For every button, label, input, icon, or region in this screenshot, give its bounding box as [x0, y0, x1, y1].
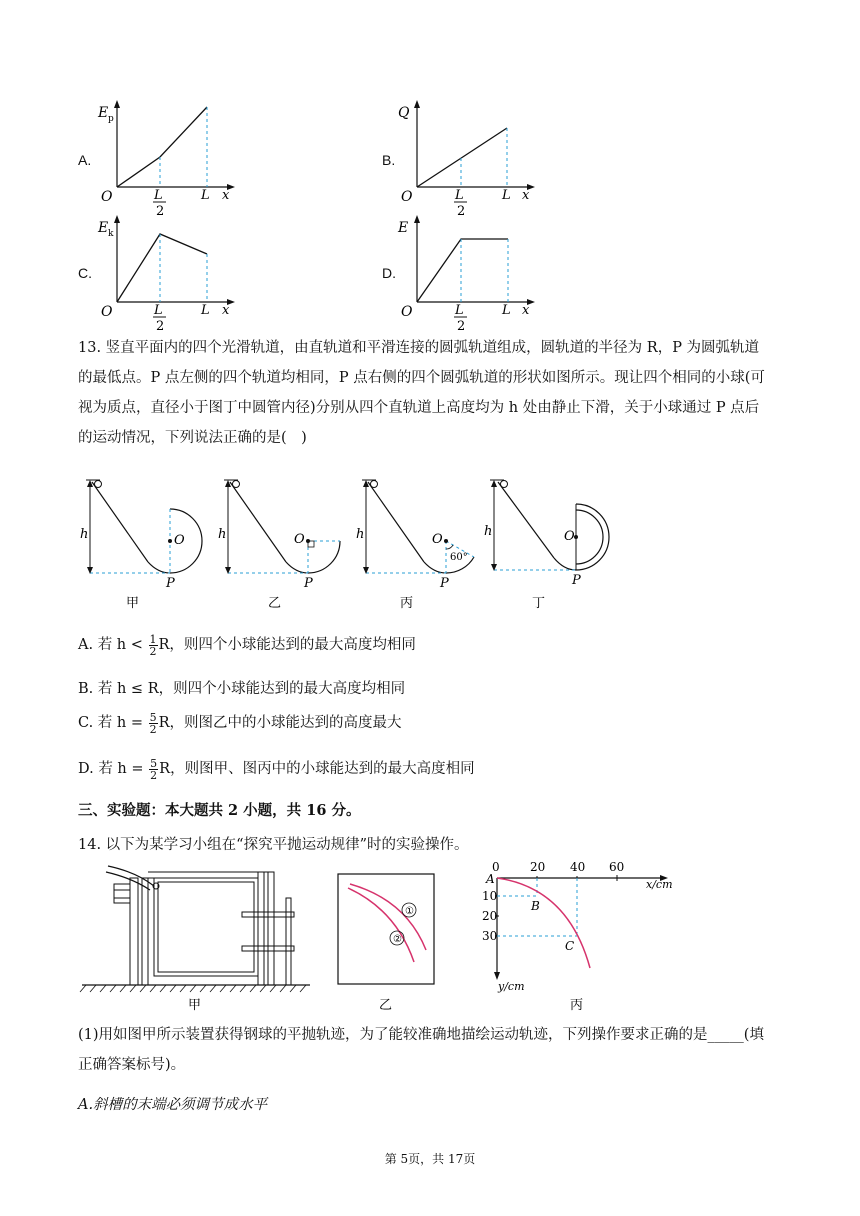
fig-jia-h: h	[80, 527, 89, 542]
fig-bing-P: P	[440, 576, 449, 591]
q13-option-d-num: 5	[150, 756, 158, 770]
q13-option-c-num: 5	[149, 710, 157, 724]
fig-yi-P: P	[304, 576, 313, 591]
curve-2-label: ②	[393, 934, 402, 945]
graph-a	[95, 95, 245, 220]
figure-yi	[218, 480, 340, 611]
fig-yi-O: O	[294, 532, 305, 547]
graph-b-tick-half-num: L	[455, 188, 464, 203]
q13-option-d-pre: D. 若 h =	[78, 761, 144, 777]
y-tick-30: 30	[482, 929, 498, 943]
graph-b-curve	[417, 128, 507, 187]
y-axis-label: y/cm	[498, 980, 525, 993]
q14-option-a: A.斜槽的末端必须调节成水平	[78, 1097, 268, 1113]
q14-intro: 14. 以下为某学习小组在“探究平抛运动规律”时的实验操作。	[78, 837, 469, 853]
point-B: B	[531, 899, 540, 913]
graph-c-tick-half-den: 2	[156, 319, 165, 334]
q13-text	[78, 333, 790, 453]
figure-jia	[80, 480, 202, 611]
fig-jia-O: O	[174, 533, 185, 548]
q13-line1: 13. 竖直平面内的四个光滑轨道，由直轨道和平滑连接的圆弧轨道组成，圆轨道的半径为 R，P 为圆弧轨道	[78, 340, 760, 356]
graph-b-tick-half-den: 2	[457, 204, 466, 219]
graph-d-tick-L: L	[502, 303, 511, 318]
graph-c	[95, 210, 245, 335]
graph-d	[395, 210, 545, 335]
graph-c-tick-half-num: L	[154, 303, 163, 318]
graph-b-xlabel: x	[522, 188, 530, 203]
q13-option-c-den: 2	[149, 722, 157, 736]
trajectory-curve	[497, 878, 590, 968]
fig-q14-jia-caption: 甲	[188, 998, 202, 1013]
graph-a-ysub: p	[108, 114, 114, 124]
q13-option-c-pre: C. 若 h =	[78, 715, 144, 731]
graph-d-xlabel: x	[522, 303, 530, 318]
x-tick-0: 0	[492, 860, 500, 874]
graph-d-tick-half-num: L	[455, 303, 464, 318]
q13-option-c	[78, 711, 402, 735]
option-a-label: A.	[78, 152, 92, 168]
fig-q14-bing-caption: 丙	[570, 998, 584, 1013]
page-footer: 第 5页，共 17页	[384, 1152, 476, 1166]
q13-option-a-num: 1	[149, 632, 157, 646]
graph-a-tick-L: L	[201, 188, 210, 203]
fig-bing-angle: 60°	[450, 552, 468, 563]
fig-yi-caption: 乙	[268, 596, 282, 611]
curve-1-label: ①	[405, 906, 414, 917]
option-c-label: C.	[78, 265, 92, 281]
q13-option-a-pre: A. 若 h <	[78, 637, 143, 653]
graph-a-curve	[117, 107, 207, 187]
fig-ding-h: h	[484, 524, 493, 539]
q13-option-a-fraction	[149, 634, 158, 657]
figure-apparatus-jia	[80, 866, 310, 1013]
q13-option-a-den: 2	[149, 644, 157, 658]
option-b-label: B.	[382, 152, 396, 168]
q13-line4: 的运动情况，下列说法正确的是( )	[78, 430, 307, 446]
q13-option-d-den: 2	[150, 768, 158, 782]
graph-a-ylabel: E	[98, 105, 109, 121]
q13-option-d	[78, 757, 475, 781]
fig-yi-h: h	[218, 527, 227, 542]
fig-jia-caption: 甲	[126, 596, 140, 611]
fig-ding-caption: 丁	[532, 596, 546, 611]
fig-ding-P: P	[572, 573, 581, 588]
x-tick-40: 40	[570, 860, 586, 874]
graph-d-tick-half-den: 2	[457, 319, 466, 334]
fig-bing-caption: 丙	[400, 596, 414, 611]
fig-bing-h: h	[356, 527, 365, 542]
q13-line2: 的最低点。P 点左侧的四个轨道均相同，P 点右侧的四个圆弧轨道的形状如图所示。现让四个相同的小球(可	[78, 370, 765, 386]
figure-ding	[484, 480, 609, 611]
graph-a-xlabel: x	[222, 188, 230, 203]
y-tick-10: 10	[482, 889, 498, 903]
graph-d-origin: O	[401, 304, 413, 320]
graph-c-ylabel: E	[98, 220, 109, 236]
figure-graph-bing	[482, 860, 673, 1013]
q14-question-1	[78, 1020, 790, 1080]
fig-bing-O: O	[432, 532, 443, 547]
figure-trajectories-yi	[338, 874, 434, 1013]
graph-b-tick-L: L	[502, 188, 511, 203]
section-3-heading: 三、实验题：本大题共 2 小题，共 16 分。	[78, 802, 361, 819]
point-C: C	[565, 939, 575, 953]
q14-figures	[78, 858, 718, 1018]
x-tick-60: 60	[609, 860, 625, 874]
q13-option-a	[78, 633, 416, 657]
graph-a-tick-half-num: L	[154, 188, 163, 203]
q13-option-d-fraction	[149, 758, 158, 781]
graph-b-origin: O	[401, 189, 413, 205]
q13-option-c-fraction	[149, 712, 158, 735]
x-axis-label: x/cm	[646, 878, 673, 891]
x-tick-20: 20	[530, 860, 546, 874]
q13-option-a-post: R，则四个小球能达到的最大高度均相同	[158, 637, 416, 653]
graph-c-curve	[117, 234, 207, 302]
fig-q14-yi-caption: 乙	[379, 998, 393, 1013]
option-d-label: D.	[382, 265, 396, 281]
graph-c-tick-L: L	[201, 303, 210, 318]
graph-d-curve	[417, 239, 508, 302]
graph-a-origin: O	[101, 189, 113, 205]
figure-bing	[356, 480, 474, 611]
fig-jia-P: P	[166, 576, 175, 591]
q13-option-c-post: R，则图乙中的小球能达到的高度最大	[158, 715, 402, 731]
q13-option-d-post: R，则图甲、图丙中的小球能达到的最大高度相同	[159, 761, 475, 777]
graph-a-tick-half-den: 2	[156, 204, 165, 219]
graph-c-origin: O	[101, 304, 113, 320]
graph-d-ylabel: E	[398, 220, 409, 236]
graph-b	[395, 95, 545, 220]
graph-c-xlabel: x	[222, 303, 230, 318]
q14-q1-line1: (1)用如图甲所示装置获得钢球的平抛轨迹，为了能较准确地描绘运动轨迹，下列操作要求正确的是_____(填	[78, 1027, 764, 1043]
q14-q1-line2: 正确答案标号)。	[78, 1057, 186, 1073]
q13-line3: 视为质点，直径小于图丁中圆管内径)分别从四个直轨道上高度均为 h 处由静止下滑，关于小球通过 P 点后	[78, 400, 760, 416]
q13-option-b: B. 若 h ≤ R，则四个小球能达到的最大高度均相同	[78, 681, 406, 697]
fig-ding-O: O	[564, 529, 575, 544]
origin-A: A	[486, 872, 495, 886]
track-figures	[78, 470, 638, 615]
graph-c-ysub: k	[108, 229, 114, 239]
y-tick-20: 20	[482, 909, 498, 923]
graph-b-ylabel: Q	[398, 105, 410, 121]
